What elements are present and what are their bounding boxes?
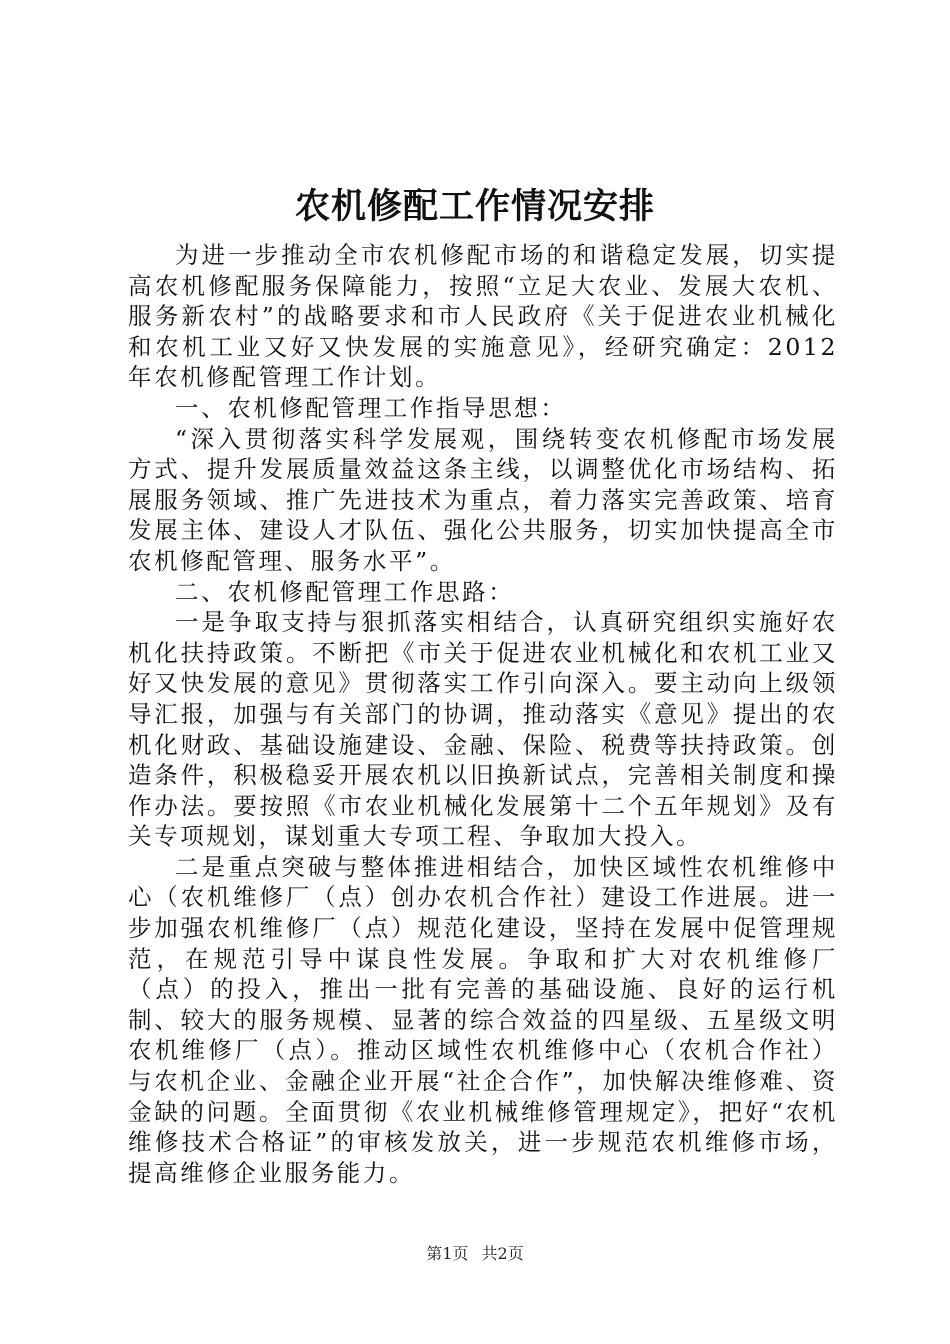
page-number: 第1页: [426, 1244, 469, 1263]
section-heading-guiding-thought: 一、农机修配管理工作指导思想：: [175, 393, 567, 422]
paragraph-approach-two: 二是重点突破与整体推进相结合，加快区域性农机维修中心（农机维修厂（点）创办农机合作社）建设工作进展。进一步加强农机维修厂（点）规范化建设，坚持在发展中促管理规范，在规范引导中谋良性发展。争取和扩大对农机维修厂（点）的投入，推出一批有完善的基础设施、良好的运行机制、较大的服务规模、显著的综合效益的四星级、五星级文明农机维修厂（点）。推动区域性农机维修中心（农机合作社）与农机企业、金融企业开展“社企合作”，加快解决维修难、资金缺的问题。全面贯彻《农业机械维修管理规定》，把好“农机维修技术合格证”的审核发放关，进一步规范农机维修市场，提高维修企业服务能力。: [128, 852, 838, 1187]
section-heading-work-approach: 二、农机修配管理工作思路：: [175, 577, 515, 606]
page-footer: [0, 1244, 950, 1264]
document-title: 农机修配工作情况安排: [294, 186, 655, 227]
document-body: [128, 240, 838, 1188]
page-total: 共2页: [481, 1244, 524, 1263]
paragraph-approach-one: 一是争取支持与狠抓落实相结合，认真研究组织实施好农机化扶持政策。不断把《市关于促进农业机械化和农机工业又好又快发展的意见》贯彻落实工作引向深入。要主动向上级领导汇报，加强与有关部门的协调，推动落实《意见》提出的农机化财政、基础设施建设、金融、保险、税费等扶持政策。创造条件，积极稳妥开展农机以旧换新试点，完善相关制度和操作办法。要按照《市农业机械化发展第十二个五年规划》及有关专项规划，谋划重大专项工程、争取加大投入。: [128, 608, 838, 851]
paragraph-guiding-thought: “深入贯彻落实科学发展观，围绕转变农机修配市场发展方式、提升发展质量效益这条主线，以调整优化市场结构、拓展服务领域、推广先进技术为重点，着力落实完善政策、培育发展主体、建设人才队伍、强化公共服务，切实加快提高全市农机修配管理、服务水平”。: [128, 424, 838, 575]
paragraph-intro: 为进一步推动全市农机修配市场的和谐稳定发展，切实提高农机修配服务保障能力，按照“立足大农业、发展大农机、服务新农村”的战略要求和市人民政府《关于促进农业机械化和农机工业又好又快发展的实施意见》，经研究确定：2012年农机修配管理工作计划。: [128, 241, 838, 392]
